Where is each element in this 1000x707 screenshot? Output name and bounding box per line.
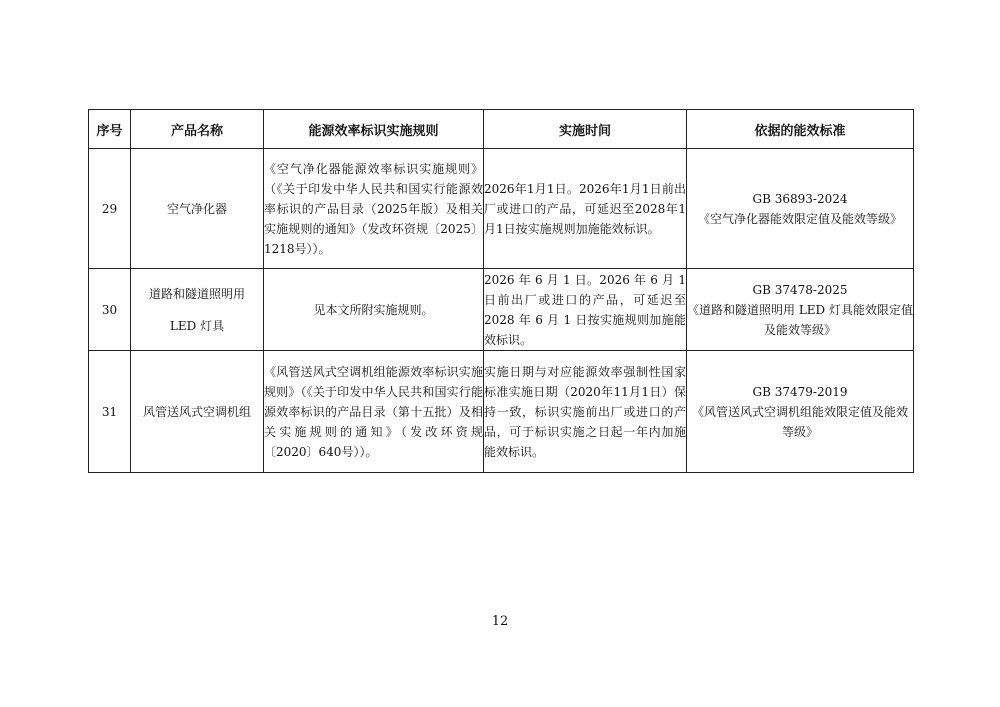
table-row: [89, 351, 914, 473]
rule-text: 《空气净化器能源效率标识实施规则》（《关于印发中华人民共和国实行能源效率标识的产品目录（2025年版）及相关实施规则的通知》（发改环资规〔2025〕1218号））。: [264, 149, 484, 269]
rule-text: 见本文所附实施规则。: [264, 269, 484, 351]
standard-code: GB 37478-2025: [752, 282, 848, 297]
header-rule: 能源效率标识实施规则: [264, 110, 484, 149]
rule-text: 《风管送风式空调机组能源效率标识实施规则》（《关于印发中华人民共和国实行能源效率标识的产品目录（第十五批）及相关实施规则的通知》（发改环资规〔2020〕640号））。: [264, 351, 484, 473]
standard-cell: [687, 149, 914, 269]
header-serial: 序号: [89, 110, 131, 149]
product-name: [131, 269, 264, 351]
standard-code: GB 36893-2024: [752, 191, 848, 206]
product-name: 风管送风式空调机组: [131, 351, 264, 473]
standard-cell: [687, 351, 914, 473]
row-number: 30: [89, 269, 131, 351]
header-product-name: 产品名称: [131, 110, 264, 149]
row-number: 31: [89, 351, 131, 473]
table-row: [89, 149, 914, 269]
header-standard: 依据的能效标准: [687, 110, 914, 149]
product-name-line: LED 灯具: [169, 318, 225, 333]
table-header-row: [89, 110, 914, 149]
product-name-line: 道路和隧道照明用: [148, 286, 245, 301]
energy-label-table: [88, 109, 914, 473]
page-number: 12: [491, 614, 509, 629]
standard-cell: [687, 269, 914, 351]
time-text: 2026年1月1日。2026年1月1日前出厂或进口的产品，可延迟至2028年1月1日按实施规则加施能效标识。: [484, 149, 687, 269]
standard-name: 《空气净化器能效限定值及能效等级》: [697, 211, 902, 226]
standard-name: 《道路和隧道照明用 LED 灯具能效限定值及能效等级》: [687, 302, 913, 337]
standard-code: GB 37479-2019: [752, 384, 848, 399]
standard-name: 《风管送风式空调机组能效限定值及能效等级》: [691, 404, 908, 439]
time-text: 2026 年 6 月 1 日。2026 年 6 月 1 日前出厂或进口的产品，可延迟至 2028 年 6 月 1 日按实施规则加施能效标识。: [484, 269, 687, 351]
table-row: [89, 269, 914, 351]
time-text: 实施日期与对应能源效率强制性国家标准实施日期（2020年11月1日）保持一致，标识实施前出厂或进口的产品，可于标识实施之日起一年内加施能效标识。: [484, 351, 687, 473]
row-number: 29: [89, 149, 131, 269]
product-name: 空气净化器: [131, 149, 264, 269]
header-time: 实施时间: [484, 110, 687, 149]
